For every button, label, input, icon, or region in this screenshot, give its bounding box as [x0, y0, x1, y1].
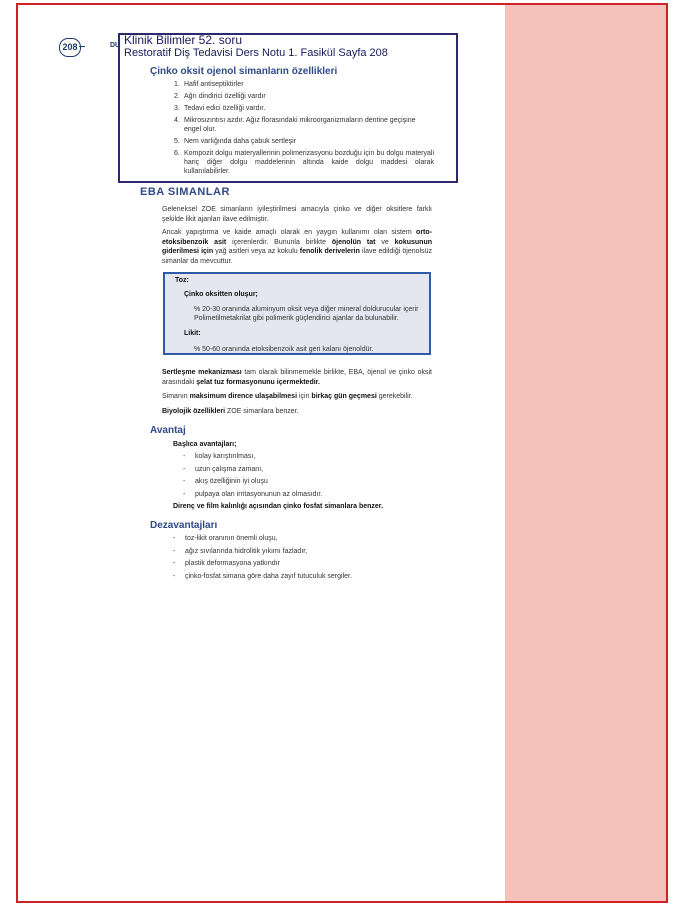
powder-line-2: Polimetilmetakrilat gibi polimerik güçlendirici ajanlar da bulunabilir. — [194, 315, 399, 322]
note-title: Klinik Bilimler 52. soru — [124, 33, 243, 47]
biological-line: Biyolojik özellikleri ZOE simanlara benzer. — [162, 408, 299, 415]
liquid-line: % 50-60 oranında etoksibenzoik asit geri kalanı öjenoldür. — [194, 346, 374, 353]
list-item: 6. Kompozit dolgu materyallerinin polimerizasyonu bozduğu için bu dolgu materyali hariç diğer dolgu maddelerinin altında kaide dolgu maddesi olarak kullanılabilirler. — [174, 150, 434, 175]
list-item: - ağız sıvılarında hidrolitik yıkımı fazladır, — [173, 547, 352, 556]
powder-label: Toz: — [175, 277, 189, 284]
disadvantages-heading: Dezavantajları — [150, 520, 218, 531]
list-item: - uzun çalışma zamanı, — [183, 465, 322, 474]
list-item: - kolay karıştırılması, — [183, 452, 322, 461]
list-item: 3. Tedavi edici özelliği vardır. — [174, 105, 266, 112]
liquid-label: Likit: — [184, 330, 201, 337]
page-number: 208 — [59, 38, 81, 57]
zinc-oxide-label: Çinko oksitten oluşur; — [184, 291, 258, 298]
list-item: 5. Nem varlığında daha çabuk sertleşir — [174, 138, 297, 145]
powder-line-1: % 20-30 oranında aluminyum oksit veya diğer mineral doldurucular içerir — [194, 306, 419, 313]
eba-intro-paragraph: Geleneksel ZOE simanların iyileştirilmesi amacıyla çinko ve diğer oksitlere farklı şekilde likit ajanları ilave edilmiştir. — [162, 206, 432, 223]
note-subtitle: Restoratif Diş Tedavisi Ders Notu 1. Fasikül Sayfa 208 — [124, 47, 388, 59]
eba-heading: EBA SIMANLAR — [140, 186, 230, 198]
disadvantages-list — [173, 534, 352, 584]
header-stub: DU — [110, 42, 121, 49]
advantages-list — [183, 452, 322, 502]
advantages-closing: Direnç ve film kalınlığı açısından çinko fosfat simanlara benzer. — [173, 503, 384, 510]
list-item: 4. Mikrosızıntısı azdır. Ağız florasındaki mikroorganizmaların dentine geçişine engel olur. — [174, 117, 416, 133]
list-item: 2. Ağrı dindirici özelliği vardır — [174, 93, 266, 100]
advantages-subheading: Başlıca avantajları; — [173, 441, 237, 448]
side-panel — [505, 3, 668, 903]
advantages-heading: Avantaj — [150, 425, 186, 436]
strength-line: Simanın maksimum dirence ulaşabilmesi için birkaç gün geçmesi gerekebilir. — [162, 393, 413, 400]
eba-composition-paragraph: Ancak yapıştırma ve kaide amaçlı olarak en yaygın kullanımı olan sistem orto-etoksibenzoik asit içerenlerdir. Bununla birlikte öjenolün tat ve kokusunun giderilmesi için yağ asitleri veya az kokulu fenolik derivelerin ilave edildiği öjenolsüz simanlar da mevcuttur. — [162, 229, 432, 265]
setting-mechanism-paragraph: Sertleşme mekanizması tam olarak bilinmemekle birlikte, EBA, öjenol ve çinko oksit arasındaki şelat tuz formasyonunu içermektedir. — [162, 369, 432, 386]
section-heading-zoe: Çinko oksit ojenol simanların özellikleri — [150, 66, 338, 77]
list-item: 1. Hafif antiseptiktirler — [174, 81, 244, 88]
list-item: - plastik deformasyona yatkındır — [173, 559, 352, 568]
list-item: - toz-likit oranının önemli oluşu, — [173, 534, 352, 543]
list-item: - çinko-fosfat simana göre daha zayıf tutuculuk sergiler. — [173, 572, 352, 581]
zoe-properties-list — [174, 80, 434, 179]
page-number-divider — [79, 46, 85, 47]
list-item: - akış özelliğinin iyi oluşu — [183, 477, 322, 486]
list-item: - pulpaya olan irritasyonunun az olmasıdır. — [183, 490, 322, 499]
